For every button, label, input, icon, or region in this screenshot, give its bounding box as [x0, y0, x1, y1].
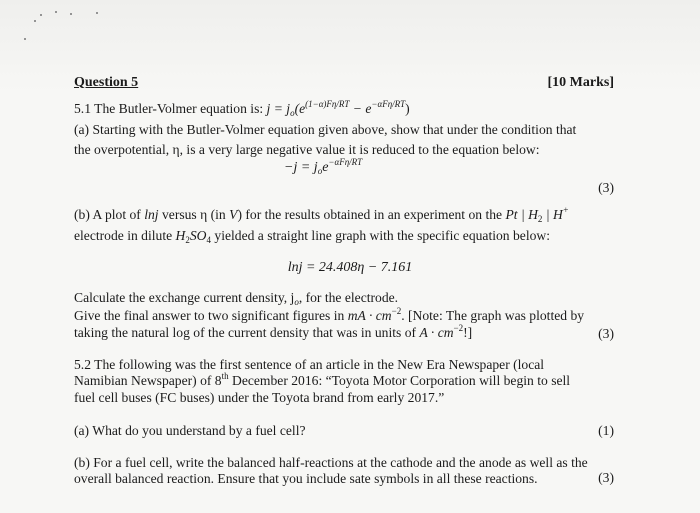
q51b-take: taking the natural log of the current density that was in units of $A \cdot cm^{-2}$!]: [74, 323, 473, 340]
q52a-text: (a) What do you understand by a fuel cell?: [74, 423, 306, 438]
q51b-give: Give the final answer to two significant figures in mA · $cm^{-2}$. [Note: The graph was plotted by: [74, 306, 585, 323]
q51b-line1: (b) A plot of lnj versus η (in V) for the results obtained in an experiment on the Pt | $H_2$ | H+: [74, 205, 569, 224]
bv-body: (e: [294, 101, 306, 116]
lnj-equation: lnj = 24.408η − 7.161: [287, 260, 413, 275]
q52-line3: fuel cell buses (FC buses) under the Toyota brand from early 2017.”: [74, 390, 445, 405]
reduced-equation: $-j = j_oe^{-\alpha F\eta/RT}$: [284, 157, 363, 176]
q51b-line2: electrode in dilute $H_2SO_4$ yielded a straight line graph with the specific equation below:: [74, 228, 550, 245]
q51-intro: 5.1 The Butler-Volmer equation is:: [74, 101, 267, 116]
bv-end: ): [405, 101, 410, 116]
q51a-line1: (a) Starting with the Butler-Volmer equation given above, show that under the condition that: [74, 122, 577, 137]
question-title: Question 5: [74, 75, 139, 90]
q51a-marks: (3): [598, 180, 614, 195]
q52b-line2: overall balanced reaction. Ensure that you include sate symbols in all these reactions.: [74, 471, 538, 486]
bv-lhs: j = j: [266, 101, 291, 116]
q52b-line1: (b) For a fuel cell, write the balanced half-reactions at the cathode and the anode as well as the: [74, 455, 588, 470]
bv-exp2: −αFη/RT: [371, 99, 406, 109]
q52-line2: Namibian Newspaper) of 8th December 2016: “Toyota Motor Corporation will begin to sell: [74, 371, 571, 388]
q51b-calc: Calculate the exchange current density, $j_o$, for the electrode.: [74, 290, 399, 307]
bv-equation-line: [74, 101, 410, 117]
bv-sub-o: o: [290, 108, 295, 118]
q52a-marks: (1): [598, 423, 614, 438]
question-marks: [10 Marks]: [547, 75, 614, 90]
q51b-marks: (3): [598, 326, 614, 341]
q52b-marks: (3): [598, 470, 614, 485]
bv-mid: − e: [349, 101, 372, 116]
q51a-line2: the overpotential, η, is a very large negative value it is reduced to the equation below:: [74, 142, 540, 157]
bv-exp1: (1−α)Fη/RT: [305, 99, 350, 109]
q52-line1: 5.2 The following was the first sentence of an article in the New Era Newspaper (local: [74, 357, 545, 372]
